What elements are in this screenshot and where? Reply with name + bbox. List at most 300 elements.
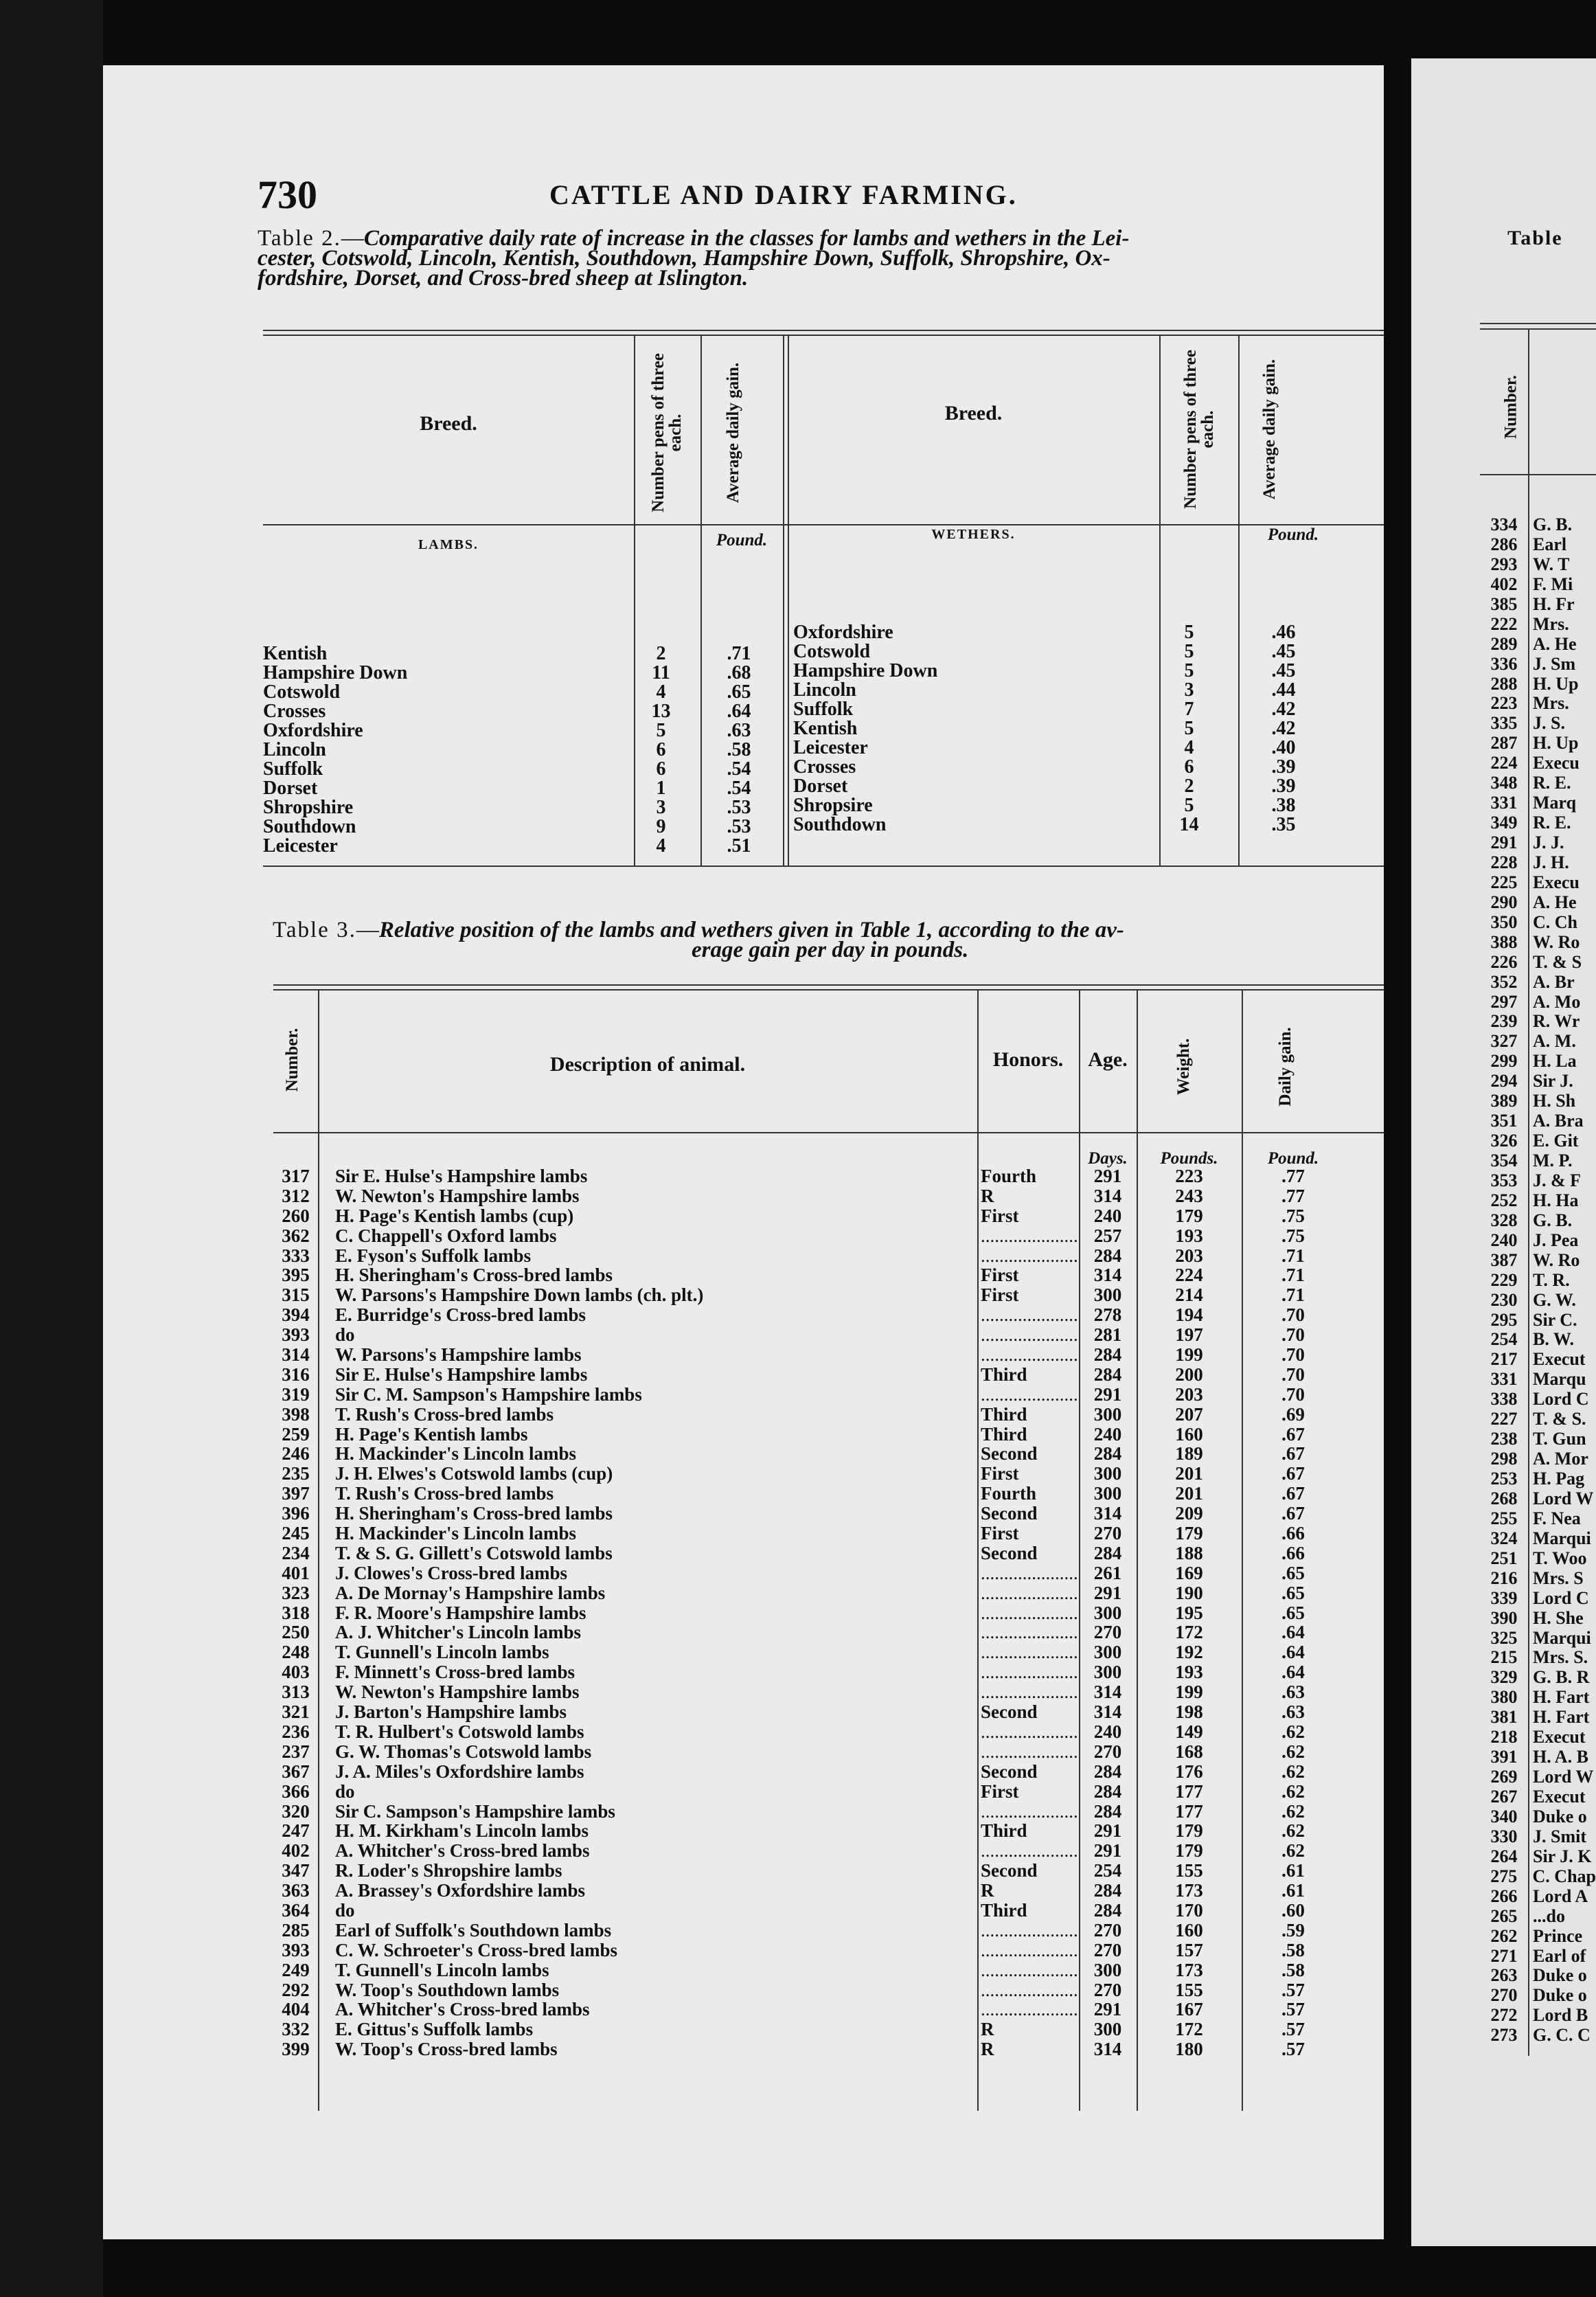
table3-description: H. Sheringham's Cross-bred lambs .....: [318, 1504, 977, 1524]
right-text: T. & S.: [1533, 1409, 1586, 1429]
table2-caption-line: Comparative daily rate of increase in the classes for lambs and wethers in the Lei-: [363, 226, 1130, 251]
right-row: [1483, 1867, 1596, 1887]
table3-description: H. M. Kirkham's Lincoln lambs .....: [318, 1821, 977, 1841]
right-text: Sir J. K: [1533, 1846, 1592, 1866]
table3-honors: R .....: [977, 1881, 1079, 1901]
lambs-row: [263, 817, 783, 837]
right-number: 297: [1490, 991, 1518, 1012]
right-text: E. Git: [1533, 1131, 1579, 1151]
right-number: 348: [1490, 773, 1518, 793]
table3-row: [273, 1802, 1358, 1822]
table3-honors: [977, 1583, 1079, 1603]
right-row: [1483, 1549, 1596, 1569]
right-row: [1483, 2006, 1596, 2026]
right-row: [1483, 1489, 1596, 1509]
wethers-pens: 14: [1179, 814, 1199, 835]
right-number: 340: [1490, 1806, 1518, 1826]
table3-description: T. Rush's Cross-bred lambs .....: [318, 1484, 977, 1504]
right-row: [1483, 1947, 1596, 1967]
table3-description: Sir E. Hulse's Hampshire lambs .....: [318, 1365, 977, 1385]
right-row: [1483, 1807, 1596, 1827]
lambs-row: [263, 644, 783, 664]
right-row: [1483, 1052, 1596, 1072]
table3-age: 291: [1093, 1582, 1122, 1603]
right-row: [1483, 595, 1596, 615]
table2-label: Table 2.: [258, 226, 341, 251]
table3-honors: [977, 1722, 1079, 1742]
right-text: W. T: [1533, 554, 1570, 574]
right-text: Duke o: [1533, 1965, 1587, 1986]
right-number: 354: [1490, 1151, 1518, 1170]
right-number: 290: [1490, 892, 1518, 912]
table3-description: F. Minnett's Cross-bred lambs .....: [318, 1662, 977, 1682]
wethers-breed: Cotswold .....: [793, 642, 1150, 661]
table3-weight: 160: [1175, 1423, 1203, 1445]
table3-row: [273, 1603, 1358, 1623]
table3-description: do .....: [318, 1782, 977, 1802]
table3-weight: 203: [1175, 1383, 1203, 1405]
wethers-gain: .42: [1271, 699, 1296, 720]
table3-row: [273, 1524, 1358, 1543]
table3-weight: 201: [1175, 1463, 1203, 1484]
table2-caption-line: fordshire, Dorset, and Cross-bred sheep at Islington.: [258, 266, 749, 291]
right-text: Lord C: [1533, 1389, 1589, 1410]
right-text: H. Up: [1533, 733, 1579, 754]
table3-number: 234: [282, 1542, 310, 1563]
table3-age: 281: [1093, 1324, 1122, 1346]
table2-unit: Pound.: [716, 531, 768, 550]
table3-number: 332: [282, 2019, 310, 2040]
wethers-breed: Suffolk .....: [793, 700, 1150, 719]
right-row: [1483, 2026, 1596, 2046]
right-text: G. B. R: [1533, 1667, 1590, 1688]
right-text: H. A. B: [1533, 1747, 1588, 1767]
right-text: H. Ha: [1533, 1190, 1579, 1210]
table3-honors: R .....: [977, 1186, 1079, 1206]
table3-row: [273, 1722, 1358, 1742]
right-number: 331: [1490, 793, 1518, 813]
right-number: 270: [1490, 1985, 1518, 2006]
right-number: 349: [1490, 813, 1518, 833]
table3-weight-header: Weight.: [1174, 1038, 1193, 1096]
right-number: 291: [1490, 833, 1518, 852]
table3-age: 314: [1093, 1185, 1122, 1206]
right-text: Execut: [1533, 1727, 1586, 1747]
table3-weight: 209: [1175, 1503, 1203, 1524]
table3-weight: 243: [1175, 1185, 1203, 1206]
lambs-pens: 4: [656, 681, 666, 703]
table3-row: [273, 1425, 1358, 1445]
lambs-breed: Oxfordshire .....: [263, 721, 624, 740]
wethers-gain: .40: [1271, 737, 1296, 758]
right-text: J. Pea: [1533, 1230, 1579, 1250]
right-row: [1483, 813, 1596, 833]
wethers-row: [793, 642, 1348, 661]
table3-honors: [977, 1682, 1079, 1702]
right-text: H. She: [1533, 1607, 1584, 1628]
table3-gain: .57: [1281, 2019, 1305, 2040]
right-row: [1483, 1907, 1596, 1927]
table3-gain: .70: [1281, 1344, 1305, 1366]
table3-gain: .64: [1281, 1642, 1305, 1663]
table3-honors: [977, 1742, 1079, 1762]
table3-description: do .....: [318, 1901, 977, 1921]
table3-age: 270: [1093, 1741, 1122, 1762]
table3-honors: [977, 1921, 1079, 1940]
lambs-breed: Suffolk .....: [263, 760, 624, 779]
right-row: [1483, 1609, 1596, 1629]
table3-weight: 192: [1175, 1642, 1203, 1663]
right-row: [1483, 1429, 1596, 1449]
right-text: A. He: [1533, 892, 1577, 912]
table3-row: [273, 1702, 1358, 1722]
right-number: 327: [1490, 1031, 1518, 1052]
right-row: [1483, 1410, 1596, 1429]
wethers-gain: .39: [1271, 756, 1296, 778]
lambs-breed: Crosses .....: [263, 702, 624, 721]
right-row: [1483, 1847, 1596, 1867]
table3-honors: Third .....: [977, 1405, 1079, 1425]
table3-weight: 223: [1175, 1166, 1203, 1186]
right-number: 293: [1490, 554, 1518, 574]
table3-description: W. Toop's Cross-bred lambs .....: [318, 2039, 977, 2059]
right-text: H. Pag: [1533, 1469, 1585, 1489]
table3-row: [273, 2039, 1358, 2059]
right-row: [1483, 1350, 1596, 1370]
right-number: 239: [1490, 1011, 1518, 1032]
table3-honors: Second .....: [977, 1702, 1079, 1722]
table3-row: [273, 1484, 1358, 1504]
table3-honors: Second .....: [977, 1762, 1079, 1782]
right-row: [1483, 1012, 1596, 1032]
table3-age: 284: [1093, 1245, 1122, 1266]
table3-description: T. Gunnell's Lincoln lambs .....: [318, 1960, 977, 1980]
table3-description: A. Whitcher's Cross-bred lambs .....: [318, 1841, 977, 1861]
right-row: [1483, 635, 1596, 655]
right-number: 334: [1490, 514, 1518, 534]
right-text: Mrs.: [1533, 613, 1569, 634]
table3-weight: 177: [1175, 1800, 1203, 1822]
right-number: 329: [1490, 1667, 1518, 1688]
table3-honors: Second .....: [977, 1444, 1079, 1464]
table3-row: [273, 1405, 1358, 1425]
table3-number: 333: [282, 1245, 310, 1266]
table3-number: 316: [282, 1364, 310, 1385]
right-number: 272: [1490, 2005, 1518, 2026]
right-row: [1483, 853, 1596, 873]
table3-row: [273, 1166, 1358, 1186]
table3-weight: 155: [1175, 1979, 1203, 2000]
right-row: [1483, 833, 1596, 853]
table3-honors: [977, 2000, 1079, 2019]
table3-honors: First .....: [977, 1285, 1079, 1305]
right-row: [1483, 615, 1596, 635]
right-text: Prince: [1533, 1925, 1583, 1946]
right-row: [1483, 714, 1596, 734]
table2-gain-header: Average daily gain.: [724, 362, 742, 503]
table3-weight: 155: [1175, 1860, 1203, 1881]
table3-weight: 180: [1175, 2039, 1203, 2060]
right-number: 289: [1490, 633, 1518, 654]
right-number: 240: [1490, 1230, 1518, 1250]
table3-number: 249: [282, 1959, 310, 1980]
table3-age: 257: [1093, 1225, 1122, 1246]
table3-weight: 160: [1175, 1919, 1203, 1940]
right-row: [1483, 1072, 1596, 1091]
lambs-gain: .58: [727, 739, 751, 760]
right-text: Mrs. S: [1533, 1568, 1584, 1588]
right-row: [1483, 793, 1596, 813]
table3-weight: 200: [1175, 1364, 1203, 1385]
lambs-breed: Southdown .....: [263, 817, 624, 837]
right-row: [1483, 734, 1596, 754]
right-row: [1483, 1390, 1596, 1410]
table3-description-header: Description of animal.: [549, 1053, 746, 1076]
table3-age: 291: [1093, 1383, 1122, 1405]
table3-weight: 172: [1175, 2019, 1203, 2040]
table3-gain: .75: [1281, 1225, 1305, 1246]
right-number: 390: [1490, 1607, 1518, 1628]
table3-description: R. Loder's Shropshire lambs .....: [318, 1861, 977, 1881]
table3-age: 284: [1093, 1364, 1122, 1385]
right-row: [1483, 555, 1596, 575]
right-text: H. Up: [1533, 673, 1579, 694]
table3-honors: Third .....: [977, 1365, 1079, 1385]
right-number: 228: [1490, 852, 1518, 872]
table3-honors: Third .....: [977, 1425, 1079, 1445]
table3-gain: .58: [1281, 1959, 1305, 1980]
table3-gain-header: Daily gain.: [1276, 1027, 1295, 1107]
table3-row: [273, 1901, 1358, 1921]
right-number: 389: [1490, 1091, 1518, 1111]
table3-number: 320: [282, 1800, 310, 1822]
table3-description: H. Page's Kentish lambs .....: [318, 1425, 977, 1445]
wethers-pens: 2: [1184, 776, 1194, 797]
table3-row: [273, 1305, 1358, 1325]
table3-weight: 173: [1175, 1959, 1203, 1980]
right-row: [1483, 1629, 1596, 1649]
wethers-gain: .38: [1271, 795, 1296, 816]
table3-age: 300: [1093, 1602, 1122, 1623]
right-number: 225: [1490, 872, 1518, 892]
table3-weight: 201: [1175, 1483, 1203, 1504]
table3-row: [273, 1563, 1358, 1583]
right-number: 264: [1490, 1846, 1518, 1866]
table3-age: 270: [1093, 1622, 1122, 1643]
right-row: [1483, 1171, 1596, 1191]
table3-caption: Table 3.—Relative position of the lambs and wethers given in Table 1, according to the av- erage gain per day in pounds.: [273, 918, 1124, 962]
table3-weight: 189: [1175, 1443, 1203, 1464]
right-number: 215: [1490, 1647, 1518, 1668]
right-text: A. Mo: [1533, 991, 1581, 1012]
wethers-pens: 5: [1184, 660, 1194, 681]
table3-honors: Fourth .....: [977, 1484, 1079, 1504]
right-text: T. & S: [1533, 951, 1582, 972]
right-number: 328: [1490, 1210, 1518, 1230]
lambs-pens: 5: [656, 720, 666, 741]
table3-gain: .64: [1281, 1662, 1305, 1683]
table2: [263, 330, 1384, 869]
table3-gain: .67: [1281, 1503, 1305, 1524]
right-text: G. B.: [1533, 514, 1573, 534]
lambs-row: [263, 721, 783, 740]
table3-row: [273, 1841, 1358, 1861]
right-text: H. Fart: [1533, 1707, 1590, 1728]
right-text: H. Fr: [1533, 593, 1575, 614]
right-row: [1483, 1211, 1596, 1231]
table3-age: 314: [1093, 1682, 1122, 1703]
right-text: Mrs.: [1533, 693, 1569, 714]
right-number: 351: [1490, 1111, 1518, 1131]
right-row: [1483, 1151, 1596, 1171]
table3-honors: Fourth .....: [977, 1166, 1079, 1186]
wethers-pens: 5: [1184, 641, 1194, 662]
table3-row: [273, 1206, 1358, 1226]
table3-honors: R .....: [977, 2019, 1079, 2039]
table3-gain: .75: [1281, 1205, 1305, 1226]
right-row: [1483, 1111, 1596, 1131]
table3-number: 403: [282, 1662, 310, 1683]
lambs-breed: Lincoln .....: [263, 740, 624, 760]
lambs-pens: 11: [652, 662, 670, 683]
table3-gain: .62: [1281, 1741, 1305, 1762]
wethers-pens: 5: [1184, 718, 1194, 739]
table3-age: 314: [1093, 2039, 1122, 2060]
table3-number: 396: [282, 1503, 310, 1524]
right-text: Marqu: [1533, 1369, 1586, 1390]
right-number: 391: [1490, 1747, 1518, 1767]
right-number: 268: [1490, 1488, 1518, 1508]
table3-row: [273, 1504, 1358, 1524]
table2-breed-header: Breed.: [420, 412, 477, 435]
right-number: 326: [1490, 1131, 1518, 1151]
table3-gain: .62: [1281, 1820, 1305, 1842]
table3-number: 285: [282, 1919, 310, 1940]
right-row: [1483, 933, 1596, 953]
table3-honors: First .....: [977, 1524, 1079, 1543]
table3-gain: .63: [1281, 1701, 1305, 1723]
table2-caption: Table 2.—Comparative daily rate of increase in the classes for lambs and wethers in the Lei- cester, Cotswold, Lincoln, Kentish, Southdown, Hampshire Down, Suffolk, Shropshire, Ox- fordshire, Dorset, and Cross-bred sheep at Islington.: [258, 226, 1130, 291]
table3-age: 314: [1093, 1701, 1122, 1723]
left-book-edge: [0, 0, 103, 2297]
table3-number: 347: [282, 1860, 310, 1881]
table3-age: 270: [1093, 1919, 1122, 1940]
right-text: H. Sh: [1533, 1091, 1576, 1111]
right-text: M. P.: [1533, 1151, 1573, 1170]
table3-gain: .67: [1281, 1423, 1305, 1445]
right-number: 222: [1490, 613, 1518, 634]
table3-age: 240: [1093, 1423, 1122, 1445]
table3-row: [273, 1226, 1358, 1246]
table3-number: 402: [282, 1840, 310, 1862]
table3-number: 401: [282, 1562, 310, 1583]
table3-weight: 170: [1175, 1899, 1203, 1921]
wethers-row: [793, 700, 1348, 719]
table3-description: H. Mackinder's Lincoln lambs .....: [318, 1524, 977, 1543]
right-text: F. Nea: [1533, 1508, 1581, 1528]
right-number: 269: [1490, 1767, 1518, 1787]
table3-honors: First .....: [977, 1464, 1079, 1484]
wethers-pens: 6: [1184, 756, 1194, 778]
table3-gain: .59: [1281, 1919, 1305, 1940]
table3-gain: .70: [1281, 1364, 1305, 1385]
right-number: 380: [1490, 1687, 1518, 1708]
lambs-gain: .51: [727, 835, 751, 857]
table3-weight: 193: [1175, 1662, 1203, 1683]
lambs-pens: 3: [656, 797, 666, 818]
wethers-breed: Lincoln .....: [793, 681, 1150, 700]
table3-age: 284: [1093, 1542, 1122, 1563]
right-row: [1483, 1688, 1596, 1708]
wethers-gain: .45: [1271, 660, 1296, 681]
lambs-gain: .64: [727, 701, 751, 722]
table3-number: 318: [282, 1602, 310, 1623]
table3-weight: 224: [1175, 1265, 1203, 1286]
right-text: G. W.: [1533, 1289, 1576, 1310]
right-number: 267: [1490, 1787, 1518, 1807]
table3-description: J. Barton's Hampshire lambs .....: [318, 1702, 977, 1722]
table3-honors: First .....: [977, 1206, 1079, 1226]
right-text: B. W.: [1533, 1329, 1574, 1350]
table3-honors: [977, 1603, 1079, 1623]
table3-description: A. Whitcher's Cross-bred lambs .....: [318, 2000, 977, 2019]
table3-row: [273, 1921, 1358, 1940]
right-row: [1483, 1966, 1596, 1986]
wethers-subheading: WETHERS.: [931, 527, 1016, 542]
table3-rows: [273, 1166, 1358, 2059]
table3-weight: 193: [1175, 1225, 1203, 1246]
table3-age: 284: [1093, 1761, 1122, 1782]
table3-age: 300: [1093, 1403, 1122, 1425]
table3-number: 314: [282, 1344, 310, 1366]
right-text: J. H.: [1533, 852, 1569, 872]
table3-gain: .57: [1281, 2039, 1305, 2060]
table3-age: 291: [1093, 1820, 1122, 1842]
table3-weight: 198: [1175, 1701, 1203, 1723]
lambs-pens: 6: [656, 739, 666, 760]
table3-honors: First .....: [977, 1265, 1079, 1285]
table3-weight: 157: [1175, 1939, 1203, 1960]
right-number: 331: [1490, 1369, 1518, 1390]
table3-number: 236: [282, 1721, 310, 1742]
wethers-gain: .45: [1271, 641, 1296, 662]
right-number: 299: [1490, 1051, 1518, 1072]
right-text: Execut: [1533, 1349, 1586, 1370]
table3-row: [273, 1782, 1358, 1802]
right-number: 387: [1490, 1249, 1518, 1270]
wethers-breed: Dorset .....: [793, 777, 1150, 796]
wethers-gain: .44: [1271, 679, 1296, 701]
right-row: [1483, 1529, 1596, 1549]
lambs-gain: .68: [727, 662, 751, 683]
table3-row: [273, 1622, 1358, 1642]
right-text: H. Fart: [1533, 1687, 1590, 1708]
table3-honors: Second .....: [977, 1504, 1079, 1524]
lambs-row: [263, 760, 783, 779]
table3-age: 240: [1093, 1721, 1122, 1742]
lambs-row: [263, 664, 783, 683]
table3-row: [273, 1385, 1358, 1405]
table3-number: 259: [282, 1423, 310, 1445]
wethers-row: [793, 815, 1348, 835]
right-text: G. B.: [1533, 1210, 1573, 1230]
right-page-fragment: [1411, 58, 1596, 2246]
wethers-rows: [793, 623, 1348, 835]
right-number: 336: [1490, 653, 1518, 674]
wethers-row: [793, 758, 1348, 777]
wethers-gain: .39: [1271, 776, 1296, 797]
right-text: R. E.: [1533, 773, 1571, 793]
